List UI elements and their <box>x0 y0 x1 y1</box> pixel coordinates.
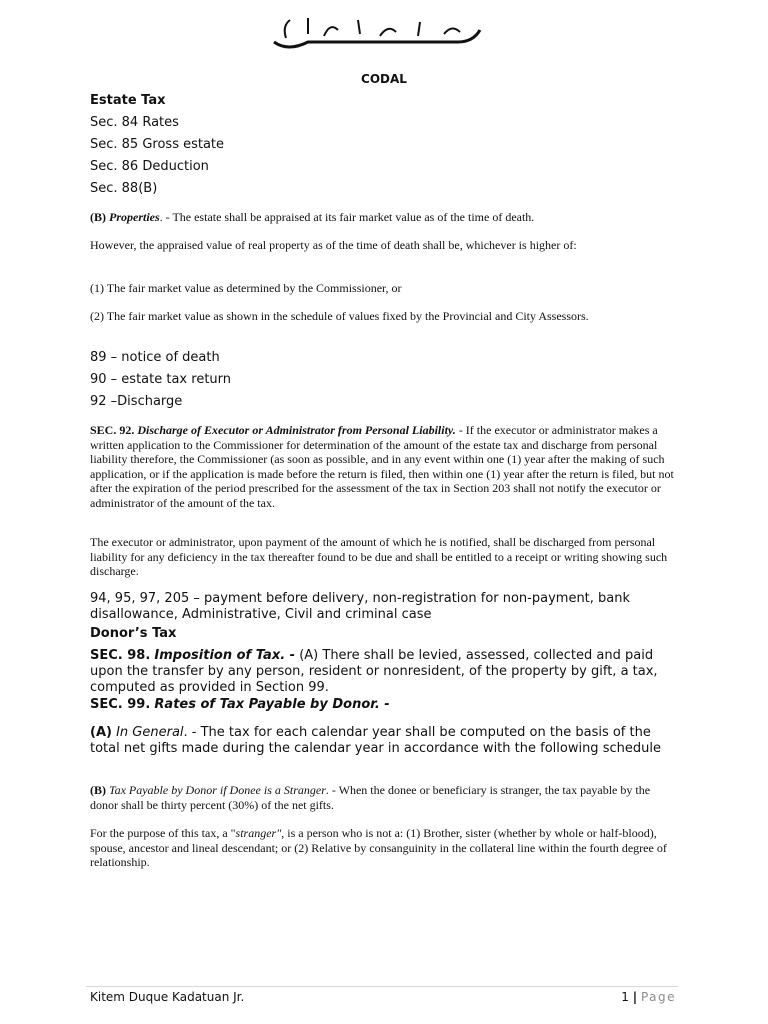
notice-of-death-line: 89 – notice of death <box>90 350 220 365</box>
sec-92-paragraph <box>90 423 675 510</box>
item-2-paragraph: (2) The fair market value as shown in the schedule of values fixed by the Provincial and City Assessors. <box>90 309 589 323</box>
page-number: 1 <box>621 990 629 1004</box>
footer-author: Kitem Duque Kadatuan Jr. <box>90 990 245 1004</box>
sec-98-title: Imposition of Tax. - <box>154 648 296 663</box>
payment-remedies-paragraph: 94, 95, 97, 205 – payment before delivery, non-registration for non-payment, bank disallowance, Administrative, Civil and criminal case <box>90 591 631 622</box>
in-general-text: . - The tax for each calendar year shall be computed on the basis of the total net gifts made during the calendar year in accordance with the following schedule <box>90 725 661 756</box>
sec-99-title: Rates of Tax Payable by Donor. - <box>154 697 390 712</box>
stranger-definition-pre: For the purpose of this tax, a " <box>90 826 236 840</box>
item-1-paragraph: (1) The fair market value as determined by the Commissioner, or <box>90 281 402 295</box>
however-paragraph: However, the appraised value of real property as of the time of death shall be, whichever is higher of: <box>90 238 577 252</box>
stranger-term: stranger" <box>235 826 282 840</box>
sec-98-label: SEC. 98. <box>90 648 151 663</box>
sec-98-paragraph <box>90 648 680 696</box>
sec-88-line: Sec. 88(B) <box>90 181 158 196</box>
discharge-line: 92 –Discharge <box>90 394 183 409</box>
page-separator: | <box>632 990 638 1004</box>
sec-92-title: Discharge of Executor or Administrator from Personal Liability. <box>137 423 456 437</box>
stranger-text: . - When the donee or beneficiary is stranger, the tax payable by the donor shall be thirty percent (30%) of the net gifts. <box>90 783 651 812</box>
stranger-definition-post: , is a person who is not a: (1) Brother, sister (whether by whole or half-blood), spouse, ancestor and lineal descendant; or (2) Relative by consanguinity in the collateral line within the fourth degree of relationship. <box>90 826 667 869</box>
sec-98-text: (A) There shall be levied, assessed, collected and paid upon the transfer by any person, resident or nonresident, of the property by gift, a tax, computed as provided in Section 99. <box>90 648 658 695</box>
properties-label: (B) <box>90 210 106 224</box>
footer-divider <box>86 986 678 987</box>
properties-text: . - The estate shall be appraised at its fair market value as of the time of death. <box>159 210 535 224</box>
properties-title: Properties <box>109 210 160 224</box>
estate-tax-return-line: 90 – estate tax return <box>90 372 232 387</box>
sec-99-paragraph <box>90 697 390 713</box>
donors-tax-heading: Donor’s Tax <box>90 626 177 641</box>
estate-tax-heading: Estate Tax <box>90 93 166 108</box>
sec-99-label: SEC. 99. <box>90 697 151 712</box>
in-general-label: (A) <box>90 725 112 740</box>
sec-86-line: Sec. 86 Deduction <box>90 159 209 174</box>
sec-84-line: Sec. 84 Rates <box>90 115 179 130</box>
in-general-title: In General <box>116 725 184 740</box>
stranger-definition-paragraph <box>90 826 675 870</box>
bismillah-calligraphy <box>268 12 493 56</box>
in-general-paragraph <box>90 725 680 757</box>
executor-paragraph: The executor or administrator, upon payment of the amount of which he is notified, shall be discharged from personal liability for any deficiency in the tax thereafter found to be due and shall be entitled to a receipt or writing showing such discharge. <box>90 535 668 578</box>
document-title: CODAL <box>361 72 407 86</box>
sec-92-text: - If the executor or administrator makes a written application to the Commissioner for determination of the amount of the estate tax and discharge from personal liability therefore, the Commissioner (as soon as possible, and in any event within one (1) year after the making of such application, or if the application is made before the return is filed, then within one (1) year after the return is filed, but not after the expiration of the period prescribed for the assessment of the tax in Section 203 shall not notify the executor or administrator of the amount of the tax. <box>90 423 674 510</box>
stranger-title: Tax Payable by Donor if Donee is a Stranger <box>109 783 326 797</box>
footer-page-indicator <box>560 990 676 1004</box>
sec-85-line: Sec. 85 Gross estate <box>90 137 225 152</box>
properties-paragraph <box>90 210 675 225</box>
stranger-paragraph <box>90 783 675 812</box>
page-word: Page <box>640 990 676 1004</box>
stranger-label: (B) <box>90 783 106 797</box>
sec-92-label: SEC. 92. <box>90 423 135 437</box>
